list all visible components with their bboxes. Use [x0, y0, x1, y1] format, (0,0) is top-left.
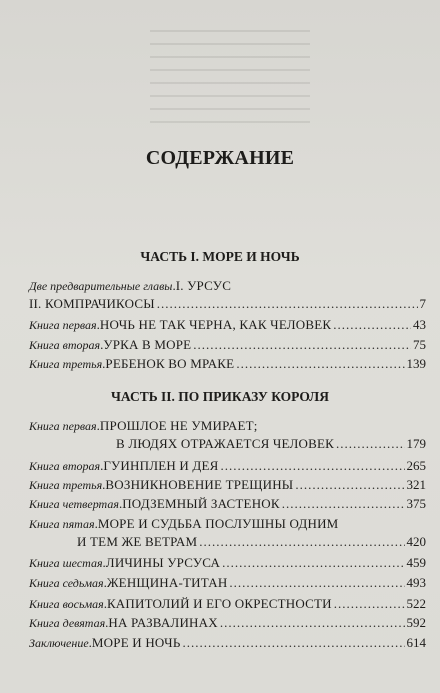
toc-entry-2-6[interactable] — [29, 554, 426, 572]
part-2-heading: ЧАСТЬ II. ПО ПРИКАЗУ КОРОЛЯ — [111, 389, 329, 404]
leader-dots — [295, 476, 404, 494]
book-label: Книга девятая — [29, 616, 106, 630]
book-label: Книга первая — [29, 318, 97, 332]
chapter-title: МОРЕ И СУДЬБА ПОСЛУШНЫ ОДНИМ — [97, 516, 339, 531]
chapter-title: НОЧЬ НЕ ТАК ЧЕРНА, КАК ЧЕЛОВЕК — [99, 317, 332, 332]
leader-dots — [229, 574, 404, 592]
separator: . — [96, 317, 100, 332]
book-label: Книга седьмая — [29, 576, 104, 590]
chapter-title: ЖЕНЩИНА-ТИТАН — [106, 575, 228, 590]
separator: . — [118, 496, 123, 511]
separator: . — [172, 278, 176, 293]
book-label: Книга пятая — [29, 517, 95, 531]
chapter-title-line-2: И ТЕМ ЖЕ ВЕТРАМ — [77, 534, 198, 549]
toc-entry-2-3[interactable] — [29, 476, 426, 494]
toc-entry-1-1[interactable] — [29, 277, 426, 313]
chapter-title: I. УРСУС — [175, 278, 232, 293]
leader-dots — [336, 435, 405, 453]
chapter-title: КАПИТОЛИЙ И ЕГО ОКРЕСТНОСТИ — [106, 596, 332, 611]
leader-dots — [193, 336, 411, 354]
chapter-title: ГУИНПЛЕН И ДЕЯ — [103, 458, 219, 473]
book-label: Книга четвертая — [29, 497, 119, 511]
page-number: 493 — [406, 575, 426, 590]
toc-entry-2-7[interactable] — [29, 574, 426, 592]
leader-dots — [221, 457, 405, 475]
book-label: Книга вторая — [29, 338, 101, 352]
page-number: 7 — [419, 296, 426, 311]
separator: . — [102, 477, 106, 492]
page-number: 321 — [406, 477, 426, 492]
page-number: 375 — [406, 496, 426, 511]
page-number: 614 — [406, 635, 426, 650]
separator: . — [88, 635, 92, 650]
leader-dots — [183, 634, 405, 652]
leader-dots — [236, 355, 404, 373]
chapter-title: МОРЕ И НОЧЬ — [91, 635, 181, 650]
page-number: 265 — [406, 458, 426, 473]
chapter-title: НА РАЗВАЛИНАХ — [108, 615, 218, 630]
page-title: СОДЕРЖАНИЕ — [145, 147, 295, 169]
page-number: 420 — [406, 534, 426, 549]
toc-entry-2-8[interactable] — [29, 595, 426, 613]
toc-entry-2-4[interactable] — [29, 495, 426, 513]
book-label: Книга восьмая — [29, 597, 104, 611]
leader-dots — [222, 554, 404, 572]
toc-entry-2-2[interactable] — [29, 457, 426, 475]
page-number: 179 — [406, 436, 426, 451]
toc-entry-2-1[interactable] — [29, 417, 426, 453]
separator: . — [96, 418, 100, 433]
chapter-title: ЛИЧИНЫ УРСУСА — [105, 555, 221, 570]
toc-entry-2-9[interactable] — [29, 614, 426, 632]
separator: . — [102, 356, 106, 371]
chapter-title: ВОЗНИКНОВЕНИЕ ТРЕЩИНЫ — [105, 477, 294, 492]
toc-entry-1-4[interactable] — [29, 355, 426, 373]
chapter-title: ПОДЗЕМНЫЙ ЗАСТЕНОК — [122, 496, 280, 511]
separator: . — [103, 575, 107, 590]
toc-entry-1-2[interactable] — [29, 316, 426, 334]
separator: . — [102, 555, 106, 570]
book-label: Книга вторая — [29, 459, 101, 473]
chapter-title: РЕБЕНОК ВО МРАКЕ — [105, 356, 235, 371]
leader-dots — [333, 316, 411, 334]
page-number: 43 — [413, 317, 426, 332]
toc-entry-2-10[interactable] — [29, 634, 426, 652]
book-label: Книга третья — [29, 357, 103, 371]
leader-dots — [282, 495, 405, 513]
leader-dots — [157, 295, 418, 313]
leader-dots — [334, 595, 405, 613]
page-number: 592 — [406, 615, 426, 630]
chapter-title-line-2: II. КОМПРАЧИКОСЫ — [29, 296, 155, 311]
separator: . — [100, 337, 104, 352]
chapter-title: ПРОШЛОЕ НЕ УМИРАЕТ; — [99, 418, 258, 433]
separator: . — [103, 596, 107, 611]
toc-entry-1-3[interactable] — [29, 336, 426, 354]
page-number: 459 — [406, 555, 426, 570]
separator: . — [100, 458, 104, 473]
book-label: Книга первая — [29, 419, 97, 433]
chapter-title-line-2: В ЛЮДЯХ ОТРАЖАЕТСЯ ЧЕЛОВЕК — [116, 436, 334, 451]
separator: . — [105, 615, 109, 630]
book-label: Книга шестая — [29, 556, 103, 570]
book-label: Две предварительные главы — [29, 279, 173, 293]
leader-dots — [199, 533, 404, 551]
part-1-heading: ЧАСТЬ I. МОРЕ И НОЧЬ — [140, 249, 300, 264]
chapter-title: УРКА В МОРЕ — [103, 337, 192, 352]
toc-entry-2-5[interactable] — [29, 515, 426, 551]
leader-dots — [220, 614, 405, 632]
book-label: Заключение — [29, 636, 89, 650]
page-number: 139 — [406, 356, 426, 371]
book-label: Книга третья — [29, 478, 103, 492]
reverse-side-bleed-through — [150, 30, 310, 140]
page-number: 75 — [413, 337, 426, 352]
page-number: 522 — [406, 596, 426, 611]
separator: . — [94, 516, 98, 531]
